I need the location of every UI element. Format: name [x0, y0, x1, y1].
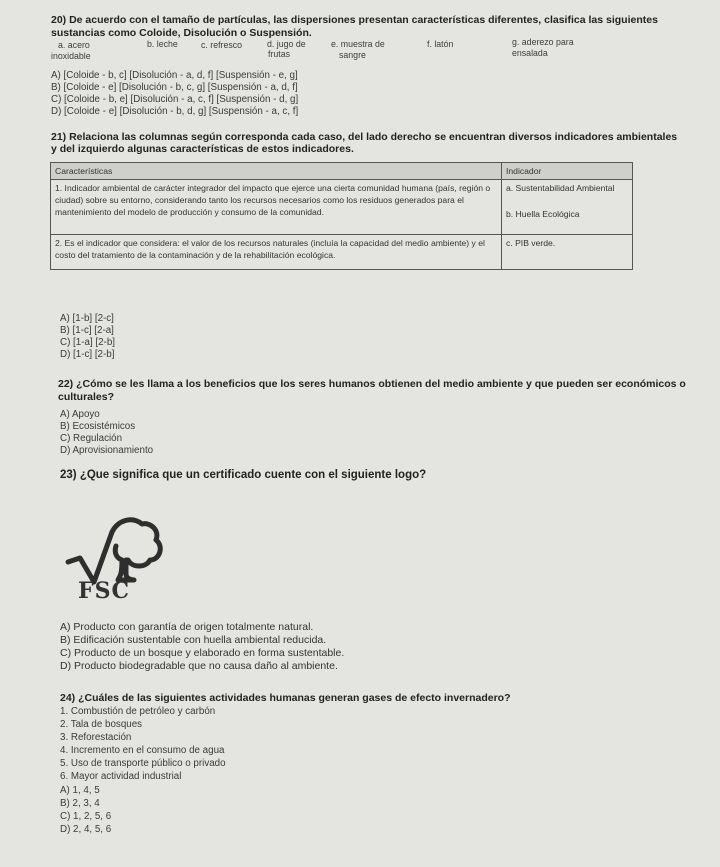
table-row1-right [502, 180, 633, 235]
q20-item-e-cont: sangre [339, 50, 366, 60]
fsc-logo-text: FSC [78, 578, 131, 604]
q24-option-b[interactable]: B) 2, 3, 4 [60, 798, 100, 809]
q22-prompt-line1: 22) ¿Cómo se les llama a los beneficios que los seres humanos obtienen del medio ambiente y que pueden ser económicos o [58, 378, 686, 390]
q20-item-d-cont: frutas [268, 49, 291, 59]
q21-option-d[interactable]: D) [1-c] [2-b] [60, 349, 115, 360]
indicator-a: a. Sustentabilidad Ambiental [506, 183, 615, 193]
indicator-b: b. Huella Ecológica [506, 209, 580, 219]
q23-option-c[interactable]: C) Producto de un bosque y elaborado en forma sustentable. [60, 647, 345, 659]
q24-option-d[interactable]: D) 2, 4, 5, 6 [60, 824, 112, 835]
q24-item-4: 4. Incremento en el consumo de agua [60, 745, 225, 756]
q21-option-a[interactable]: A) [1-b] [2-c] [60, 313, 114, 324]
q23-option-b[interactable]: B) Edificación sustentable con huella ambiental reducida. [60, 634, 327, 646]
q24-item-3: 3. Reforestación [60, 732, 132, 743]
q23-option-a[interactable]: A) Producto con garantía de origen totalmente natural. [60, 621, 314, 633]
q23-option-d[interactable]: D) Producto biodegradable que no causa daño al ambiente. [60, 660, 338, 672]
table-row2-left: 2. Es el indicador que considera: el valor de los recursos naturales (incluía la capacidad del medio ambiente) y el costo del tratamiento de la contaminación y de la rehabilitación ecológica. [51, 235, 502, 270]
q20-item-f: f. latón [427, 39, 454, 49]
relation-table [50, 162, 633, 270]
q21-prompt-line2: y del izquierdo algunas características de estos indicadores. [51, 143, 354, 155]
q22-option-d[interactable]: D) Aprovisionamiento [60, 445, 154, 456]
q20-item-a-cont: inoxidable [51, 51, 91, 61]
q21-option-c[interactable]: C) [1-a] [2-b] [60, 337, 115, 348]
table-row1-left: 1. Indicador ambiental de carácter integrador del impacto que ejerce una cierta comunidad humana (país, región o ciudad) sobre su entorno, considerando tanto los recursos necesarios como los residuos generados para el mantenimiento del modelo de producción y consumo de la comunidad. [51, 180, 502, 235]
q22-option-c[interactable]: C) Regulación [60, 433, 123, 444]
q24-option-c[interactable]: C) 1, 2, 5, 6 [60, 811, 112, 822]
q20-item-b: b. leche [147, 39, 178, 49]
q20-item-e: e. muestra de [331, 39, 385, 49]
table-header-left: Características [51, 163, 502, 180]
q20-option-c[interactable]: C) [Coloide - b, e] [Disolución - a, c, f] [Suspensión - d, g] [51, 94, 299, 105]
q20-option-a[interactable]: A) [Coloide - b, c] [Disolución - a, d, f] [Suspensión - e, g] [51, 70, 298, 81]
q24-item-2: 2. Tala de bosques [60, 719, 143, 730]
q20-prompt-line1: 20) De acuerdo con el tamaño de partículas, las dispersiones presentan características diferentes, clasifica las siguientes [51, 14, 658, 26]
table-header-right: Indicador [502, 163, 633, 180]
q24-item-5: 5. Uso de transporte público o privado [60, 758, 226, 769]
q22-option-a[interactable]: A) Apoyo [60, 409, 100, 420]
q22-option-b[interactable]: B) Ecosistémicos [60, 421, 136, 432]
q24-option-a[interactable]: A) 1, 4, 5 [60, 785, 100, 796]
indicator-c: c. PIB verde. [502, 235, 633, 270]
q24-item-6: 6. Mayor actividad industrial [60, 771, 182, 782]
q20-item-g-cont: ensalada [512, 48, 548, 58]
q23-prompt: 23) ¿Que significa que un certificado cuente con el siguiente logo? [60, 469, 427, 481]
q20-item-a: a. acero [58, 40, 90, 50]
q20-item-d: d. jugo de [267, 39, 306, 49]
q22-prompt-line2: culturales? [58, 391, 115, 403]
q20-item-g: g. aderezo para [512, 37, 574, 47]
q24-prompt: 24) ¿Cuáles de las siguientes actividades humanas generan gases de efecto invernadero? [60, 692, 511, 704]
q24-item-1: 1. Combustión de petróleo y carbón [60, 706, 216, 717]
q20-item-c: c. refresco [201, 40, 243, 50]
q20-prompt-line2: sustancias como Coloide, Disolución o Suspensión. [51, 27, 312, 39]
q21-prompt-line1: 21) Relaciona las columnas según corresponda cada caso, del lado derecho se encuentran diversos indicadores ambientales [51, 131, 678, 143]
q21-option-b[interactable]: B) [1-c] [2-a] [60, 325, 114, 336]
q20-option-b[interactable]: B) [Coloide - e] [Disolución - b, c, g] [Suspensión - a, d, f] [51, 82, 298, 93]
q20-option-d[interactable]: D) [Coloide - e] [Disolución - b, d, g] [Suspensión - a, c, f] [51, 106, 299, 117]
